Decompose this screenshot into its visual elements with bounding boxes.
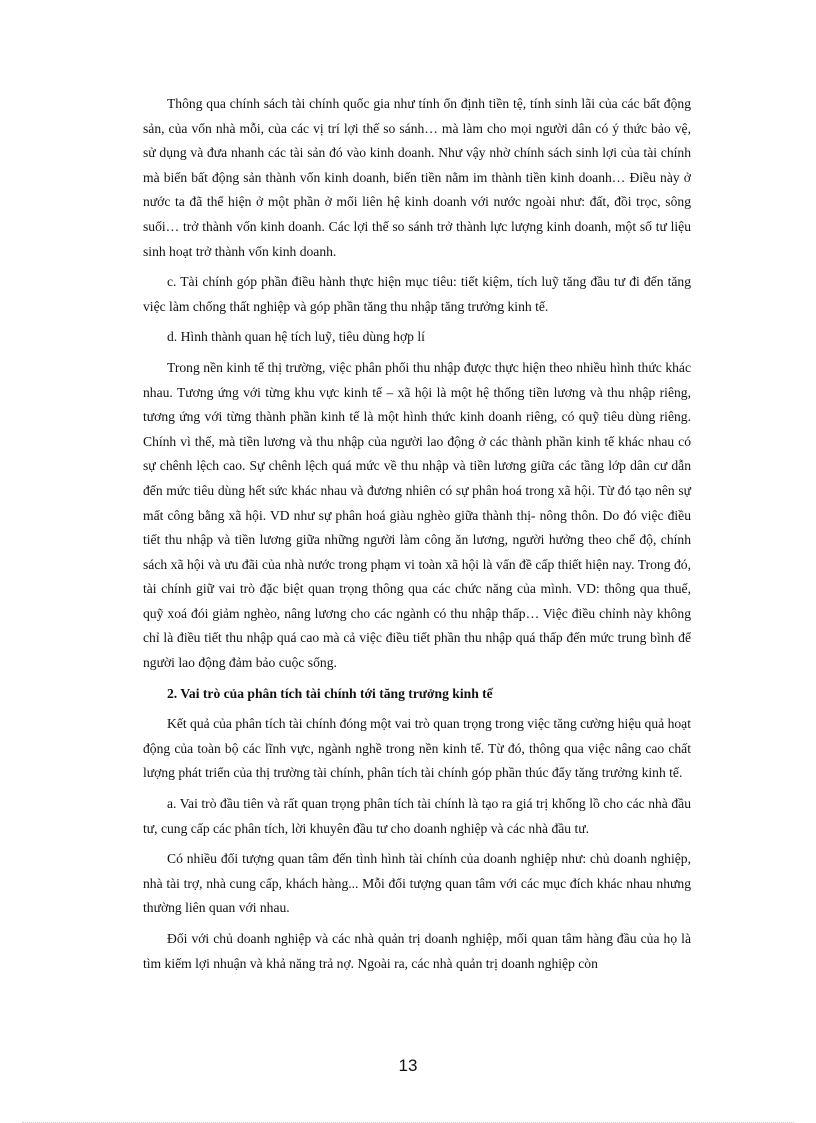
body-text (143, 92, 691, 982)
page-number: 13 (398, 1056, 418, 1075)
paragraph: a. Vai trò đầu tiên và rất quan trọng phân tích tài chính là tạo ra giá trị khổng lồ cho các nhà đầu tư, cung cấp các phân tích, lời khuyên đầu tư cho doanh nghiệp và các nhà đầu tư. (143, 796, 691, 836)
paragraph: Đối với chủ doanh nghiệp và các nhà quản trị doanh nghiệp, mối quan tâm hàng đầu của họ là tìm kiếm lợi nhuận và khả năng trả nợ. Ngoài ra, các nhà quản trị doanh nghiệp còn (143, 931, 691, 971)
section-heading: 2. Vai trò của phân tích tài chính tới tăng trưởng kinh tế (167, 685, 493, 701)
paragraph: Kết quả của phân tích tài chính đóng một vai trò quan trọng trong việc tăng cường hiệu quả hoạt động của toàn bộ các lĩnh vực, ngành nghề trong nền kinh tế. Từ đó, thông qua việc nâng cao chất lượng phát triển của thị trường tài chính, phân tích tài chính góp phần thúc đẩy tăng trưởng kinh tế. (143, 716, 691, 781)
paragraph: Thông qua chính sách tài chính quốc gia như tính ổn định tiền tệ, tính sinh lãi của các bất động sản, của vốn nhà mỗi, của các vị trí lợi thế so sánh… mà làm cho mọi người dân có ý thức bảo vệ, sử dụng và đưa nhanh các tài sản đó vào kinh doanh. Như vậy nhờ chính sách sinh lợi của tài chính mà biến bất động sản thành vốn kinh doanh, biến tiền nằm im thành tiền kinh doanh… Điều này ở nước ta đã thể hiện ở một phần ở mối liên hệ kinh doanh với nước ngoài như: đất, đồi trọc, sông suối… trở thành vốn kinh doanh. Các lợi thế so sánh trở thành lực lượng kinh doanh, một số tư liệu sinh hoạt trở thành vốn kinh doanh. (143, 96, 691, 259)
paragraph: d. Hình thành quan hệ tích luỹ, tiêu dùng hợp lí (167, 329, 425, 345)
paragraph: Có nhiều đối tượng quan tâm đến tình hình tài chính của doanh nghiệp như: chủ doanh nghiệp, nhà tài trợ, nhà cung cấp, khách hàng... Mỗi đối tượng quan tâm với các mục đích khác nhau nhưng thường liên quan với nhau. (143, 851, 691, 916)
paragraph: Trong nền kinh tế thị trường, việc phân phối thu nhập được thực hiện theo nhiều hình thức khác nhau. Tương ứng với từng khu vực kinh tế – xã hội là một hệ thống tiền lương và thu nhập riêng, tương ứng với từng thành phần kinh tế là một hình thức kinh doanh riêng, có quỹ tiêu dùng riêng. Chính vì thế, mà tiền lương và thu nhập của người lao động ở các thành phần kinh tế khác nhau có sự chênh lệch cao. Sự chênh lệch quá mức về thu nhập và tiền lương giữa các tầng lớp dân cư dẫn đến mức tiêu dùng hết sức khác nhau và đương nhiên có sự phân hoá trong xã hội. Từ đó tạo nên sự mất công bằng xã hội. VD như sự phân hoá giàu nghèo giữa thành thị- nông thôn. Do đó việc điều tiết thu nhập và tiền lương giữa những người làm công ăn lương, người hưởng theo chế độ, chính sách xã hội và ưu đãi của nhà nước trong phạm vi toàn xã hội là vấn đề cấp thiết hiện nay. Trong đó, tài chính giữ vai trò đặc biệt quan trọng thông qua các chức năng của mình. VD: thông qua thuế, quỹ xoá đói giảm nghèo, nâng lương cho các ngành có thu nhập thấp… Việc điều chỉnh này không chỉ là điều tiết thu nhập quá cao mà cả việc điều tiết phần thu nhập quá thấp đến mức trung bình để người lao động đảm bảo cuộc sống. (143, 359, 691, 671)
paragraph: c. Tài chính góp phần điều hành thực hiện mục tiêu: tiết kiệm, tích luỹ tăng đầu tư đi đến tăng việc làm chống thất nghiệp và góp phần tăng thu nhập tăng trưởng kinh tế. (143, 274, 691, 314)
